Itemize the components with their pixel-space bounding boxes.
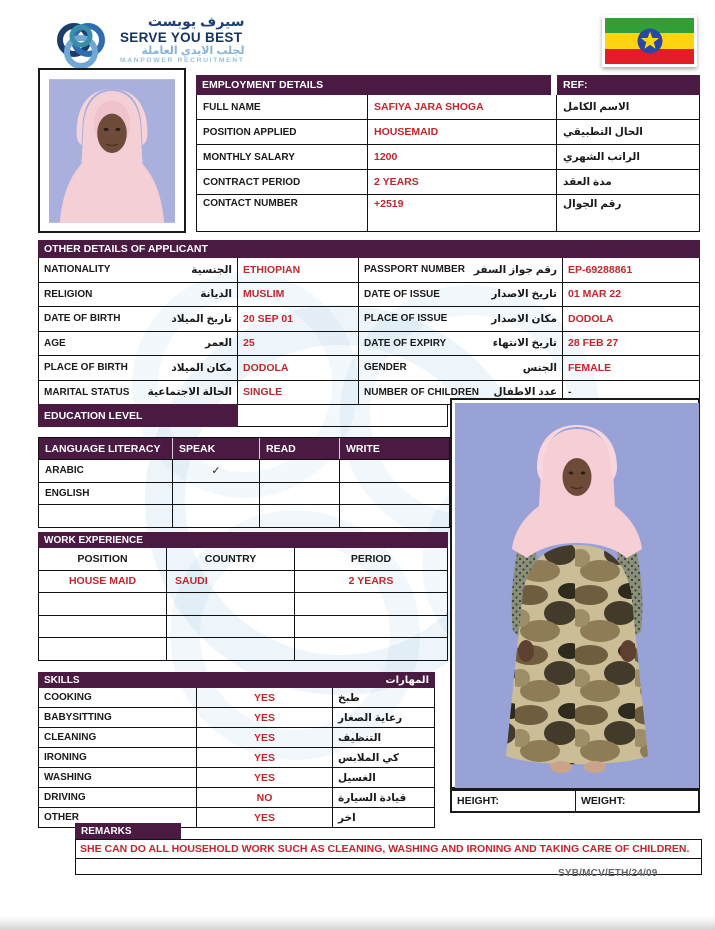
table-row xyxy=(39,258,699,282)
write-cell xyxy=(339,505,449,527)
table-row xyxy=(39,459,449,482)
agency-logo-icon xyxy=(50,14,112,76)
height-weight-row xyxy=(450,789,700,813)
skill-value: YES xyxy=(196,768,332,787)
field-label: PASSPORT NUMBER xyxy=(364,264,465,276)
work-table-header xyxy=(39,548,447,570)
field-label: FULL NAME xyxy=(203,101,261,113)
table-row xyxy=(197,144,699,169)
other-details-header: OTHER DETAILS OF APPLICANT xyxy=(38,240,700,258)
field-label: CONTRACT PERIOD xyxy=(203,176,301,188)
table-row xyxy=(39,688,434,707)
brand-tagline: MANPOWER RECRUITMENT xyxy=(120,57,245,65)
column-header: POSITION xyxy=(77,552,128,565)
portrait-image xyxy=(49,78,175,224)
field-label: DATE OF ISSUE xyxy=(364,288,440,300)
period-value: 2 YEARS xyxy=(294,571,447,593)
field-arabic-label: الراتب الشهري xyxy=(556,145,699,169)
skill-arabic-label: طبخ xyxy=(332,688,434,707)
table-row xyxy=(197,194,699,231)
language-name: ARABIC xyxy=(45,465,84,477)
field-arabic-label: رقم الجوال xyxy=(556,195,699,231)
table-row xyxy=(39,615,447,638)
table-row xyxy=(39,482,449,505)
field-label: AGE xyxy=(44,337,66,349)
education-level-header: EDUCATION LEVEL xyxy=(38,404,238,427)
language-literacy-table xyxy=(38,437,450,528)
skill-value: YES xyxy=(196,688,332,707)
field-arabic-label: الاسم الكامل xyxy=(556,95,699,119)
remarks-header: REMARKS xyxy=(75,823,181,839)
field-label: POSITION APPLIED xyxy=(203,126,297,138)
column-header: LANGUAGE LITERACY xyxy=(45,442,161,455)
skill-arabic-label: اخر xyxy=(332,808,434,827)
field-arabic-label: الحال التطبيقي xyxy=(556,120,699,144)
employment-details-table xyxy=(196,75,700,232)
write-cell xyxy=(339,483,449,505)
field-arabic-label: الديانة xyxy=(200,288,232,301)
field-value: 25 xyxy=(237,332,358,356)
skills-title: SKILLS xyxy=(44,674,80,686)
skill-label: BABYSITTING xyxy=(44,712,112,723)
table-row xyxy=(39,570,447,593)
field-arabic-label: مكان الميلاد xyxy=(171,361,232,374)
ref-header: REF: xyxy=(557,75,700,95)
table-row xyxy=(197,169,699,194)
brand-arabic-name: سيرف يوبست xyxy=(147,13,245,29)
field-value: +2519 xyxy=(367,195,556,231)
read-cell xyxy=(259,505,339,527)
skill-value: YES xyxy=(196,748,332,767)
employment-details-header: EMPLOYMENT DETAILS xyxy=(196,75,551,95)
language-name: ENGLISH xyxy=(45,487,90,499)
column-header: READ xyxy=(259,438,339,459)
skill-label: WASHING xyxy=(44,772,92,783)
field-arabic-label: تاريخ الانتهاء xyxy=(492,337,557,350)
work-experience-section xyxy=(38,532,448,661)
speak-cell xyxy=(172,483,259,505)
other-details-table xyxy=(38,240,700,405)
education-level-section xyxy=(38,404,448,427)
field-value: SINGLE xyxy=(237,381,358,405)
skills-section xyxy=(38,672,435,828)
position-value: HOUSE MAID xyxy=(68,575,137,588)
agency-logo xyxy=(50,14,245,76)
skill-label: OTHER xyxy=(44,812,79,823)
skills-header xyxy=(38,672,435,688)
field-arabic-label: الحالة الاجتماعية xyxy=(147,386,232,399)
table-row xyxy=(39,355,699,380)
skill-value: YES xyxy=(196,728,332,747)
fullbody-image xyxy=(455,403,699,788)
field-value: FEMALE xyxy=(562,356,699,380)
field-arabic-label: عدد الاطفال xyxy=(493,386,557,399)
field-arabic-label: الجنسية xyxy=(191,263,232,276)
field-label: NATIONALITY xyxy=(44,264,111,276)
table-row xyxy=(39,707,434,727)
field-value: 1200 xyxy=(367,145,556,169)
applicant-portrait-photo xyxy=(38,68,186,233)
field-value: - xyxy=(562,381,699,405)
field-value: DODOLA xyxy=(237,356,358,380)
skill-label: COOKING xyxy=(44,692,92,703)
skill-arabic-label: قيادة السيارة xyxy=(332,788,434,807)
field-value: 28 FEB 27 xyxy=(562,332,699,356)
field-value: ETHIOPIAN xyxy=(237,258,358,282)
field-arabic-label: تاريخ الاصدار xyxy=(491,288,557,301)
table-row xyxy=(197,119,699,144)
skill-value: YES xyxy=(196,808,332,827)
field-label: DATE OF BIRTH xyxy=(44,313,121,325)
brand-name: SERVE YOU BEST xyxy=(120,29,243,45)
document-reference-code: SYB/MCV/ETH/24/09 xyxy=(558,868,658,879)
write-cell xyxy=(339,460,449,482)
country-value: SAUDI xyxy=(166,571,294,593)
field-label: CONTACT NUMBER xyxy=(203,198,298,209)
skill-arabic-label: رعاية الصغار xyxy=(332,708,434,727)
field-label: MONTHLY SALARY xyxy=(203,151,295,163)
remarks-text: SHE CAN DO ALL HOUSEHOLD WORK SUCH AS CLEANING, WASHING AND IRONING AND TAKING CARE OF CHILDREN. xyxy=(76,840,701,859)
table-row xyxy=(197,95,699,119)
field-label: DATE OF EXPIRY xyxy=(364,337,447,349)
field-arabic-label: رقم جواز السفر xyxy=(473,263,557,276)
field-arabic-label: مكان الاصدار xyxy=(491,312,557,325)
field-value: MUSLIM xyxy=(237,283,358,307)
field-label: PLACE OF BIRTH xyxy=(44,362,128,374)
flag-emblem-icon xyxy=(636,27,664,55)
work-experience-header: WORK EXPERIENCE xyxy=(38,532,448,548)
skill-arabic-label: كي الملابس xyxy=(332,748,434,767)
skill-arabic-label: الغسيل xyxy=(332,768,434,787)
weight-label: WEIGHT: xyxy=(575,791,698,811)
brand-arabic-tagline: لجلب الايدي العاملة xyxy=(141,44,245,57)
field-value: 01 MAR 22 xyxy=(562,283,699,307)
column-header: PERIOD xyxy=(294,548,447,570)
table-row xyxy=(39,767,434,787)
field-arabic-label: مدة العقد xyxy=(556,170,699,194)
table-row xyxy=(39,592,447,615)
table-row xyxy=(39,787,434,807)
field-label: MARITAL STATUS xyxy=(44,386,130,398)
column-header: WRITE xyxy=(339,438,449,459)
table-row xyxy=(39,282,699,307)
skill-value: YES xyxy=(196,708,332,727)
table-row xyxy=(39,331,699,356)
field-label: RELIGION xyxy=(44,288,93,300)
column-header: SPEAK xyxy=(172,438,259,459)
read-cell xyxy=(259,483,339,505)
table-row xyxy=(39,504,449,527)
table-row xyxy=(39,727,434,747)
field-value: 20 SEP 01 xyxy=(237,307,358,331)
language-name xyxy=(39,505,172,527)
field-arabic-label: العمر xyxy=(204,337,232,350)
speak-checkmark: ✓ xyxy=(172,460,259,482)
field-value: DODOLA xyxy=(562,307,699,331)
column-header: COUNTRY xyxy=(166,548,294,570)
field-value: HOUSEMAID xyxy=(367,120,556,144)
field-arabic-label: الجنس xyxy=(522,361,557,374)
applicant-fullbody-photo xyxy=(450,398,700,789)
field-value: SAFIYA JARA SHOGA xyxy=(367,95,556,119)
table-row xyxy=(39,747,434,767)
skills-title-arabic: المهارات xyxy=(385,674,429,686)
education-level-value xyxy=(238,404,448,427)
read-cell xyxy=(259,460,339,482)
field-label: GENDER xyxy=(364,362,407,374)
skill-label: CLEANING xyxy=(44,732,97,743)
ethiopia-flag xyxy=(602,15,697,67)
skill-label: DRIVING xyxy=(44,792,86,803)
skill-value: NO xyxy=(196,788,332,807)
skill-arabic-label: التنظيف xyxy=(332,728,434,747)
field-value: EP-69288861 xyxy=(562,258,699,282)
field-value: 2 YEARS xyxy=(367,170,556,194)
speak-cell xyxy=(172,505,259,527)
height-label: HEIGHT: xyxy=(457,795,499,807)
table-row xyxy=(39,306,699,331)
language-table-header xyxy=(39,438,449,459)
field-arabic-label: تاريخ الميلاد xyxy=(171,312,232,325)
table-row xyxy=(39,637,447,660)
field-label: NUMBER OF CHILDREN xyxy=(364,386,479,398)
skill-label: IRONING xyxy=(44,752,87,763)
field-label: PLACE OF ISSUE xyxy=(364,313,448,325)
